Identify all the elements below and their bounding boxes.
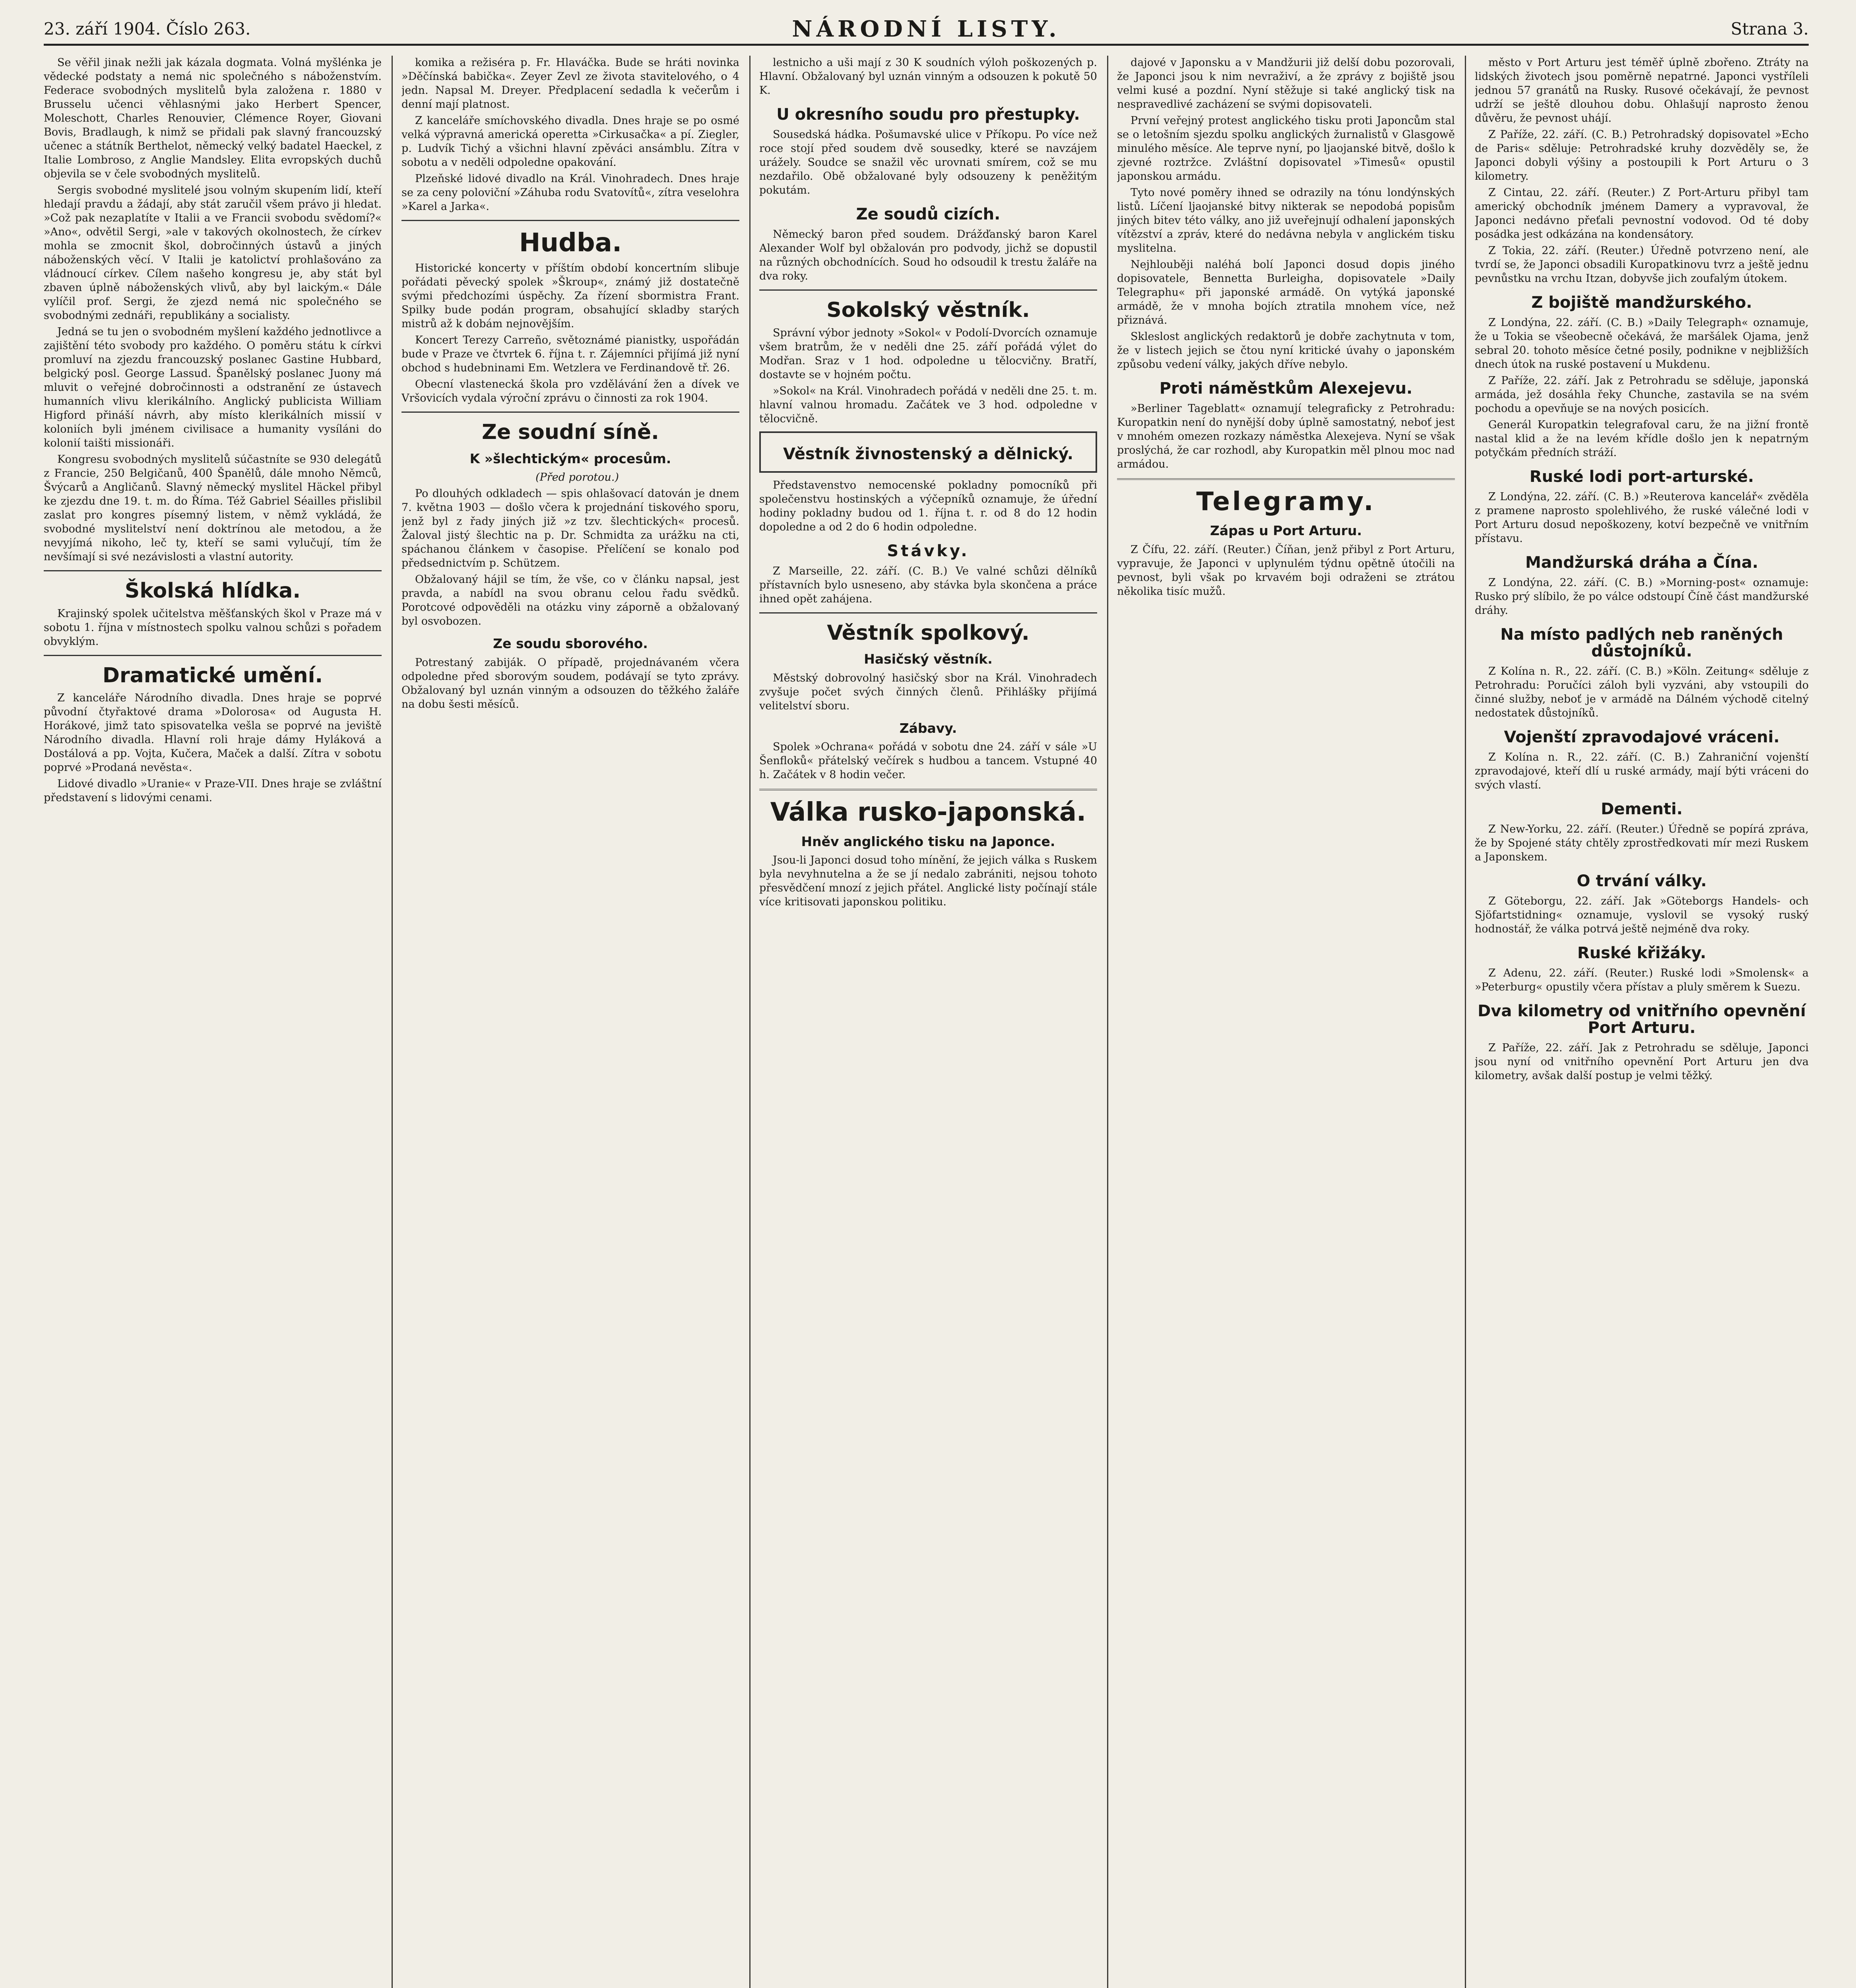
article-paragraph: Představenstvo nemocenské pokladny pomocníků při společenstvu hostinských a výčepníků oznamuje, že úřední hodiny pokladny budou od 1. října t. r. od 8 do 12 hodin dopoledne a od 2 do 6 hodin odpoledne. <box>759 479 1097 533</box>
article-paragraph: Tyto nové poměry ihned se odrazily na tónu londýnských listů. Líčení ljaojanské bitvy nikterak se nepodobá popisům jiných bitev této války, ano již uveřejnují odhalení japonských vítězství a zpráv, které do nedávna nebyla v anglickém tisku myslitelna. <box>1117 186 1455 254</box>
article-paragraph: Jsou-li Japonci dosud toho mínění, že jejich válka s Ruskem byla nevyhnutelna a že se jí nedalo zabrániti, nejsou tohoto přesvědčení mnozí z jejich přátel. Anglické listy počínají stále více kritisovati japonskou politiku. <box>759 854 1097 909</box>
article-paragraph: Generál Kuropatkin telegrafoval caru, že na jižní frontě nastal klid a že na levém křídle došlo jen k nepatrným potyčkám předních stráží. <box>1475 419 1809 459</box>
article-paragraph: První veřejný protest anglického tisku proti Japoncům stal se o letošním sjezdu spolku anglických žurnalistů v Glasgowě minulého měsíce. Ale teprve nyní, po ljaojanské bitvě, došlo k zjevné roztržce. Zvláštní dopisovatel »Timesů« opustil japonskou armádu. <box>1117 115 1455 182</box>
article-paragraph: Z Kolína n. R., 22. září. (C. B.) Zahraniční vojenští zpravodajové, kteří dlí u ruské armády, mají býti vráceni do svých vlastí. <box>1475 751 1809 791</box>
section-heading-court: Ze soudní síně. <box>482 420 659 445</box>
section-heading-odpor: Vojenští zpravodajové vráceni. <box>1504 728 1780 746</box>
subheading-hasici: Hasičský věstník. <box>864 651 993 667</box>
article-paragraph: Německý baron před soudem. Drážďanský baron Karel Alexander Wolf byl obžalován pro podvody, jichž se dopustil na různých obchodnících. Soud ho odsoudil k trestu žaláře na dva roky. <box>759 228 1097 282</box>
article-paragraph: Kongresu svobodných myslitelů súčastníte se 930 delegátů z Francie, 250 Belgičanů, 400 Španělů, dále mnoho Němců, Švýcarů a Angličanů. Slavný německý myslitel Häckel přibyl ke zjezdu dne 19. t. m. do Říma. Též Gabriel Séailles přislibil zaslat pro kongres písemný listem, v němž vykládá, že svobodné myslitelství není doktrínou ale metodou, a že nevyjímá nikoho, leč ty, kteří se sami vylučují, tím že nevšímají si své nezávislosti a vlastní autority. <box>44 453 382 563</box>
article-paragraph: »Sokol« na Král. Vinohradech pořádá v neděli dne 25. t. m. hlavní valnou hromadu. Začátek ve 3 hod. odpoledne v tělocvičně. <box>759 384 1097 425</box>
article-paragraph: Z Adenu, 22. září. (Reuter.) Ruské lodi »Smolensk« a »Peterburg« opustily včera přístav a pluly směrem k Suezu. <box>1475 967 1809 993</box>
article-paragraph: Z Paříže, 22. září. (C. B.) Petrohradský dopisovatel »Echo de Paris« sděluje: Petrohradské kruhy dozvěděly se, že Japonci dobyli výšiny a postoupili k Port Arturu o 3 kilometry. <box>1475 128 1809 182</box>
article-paragraph: Plzeňské lidové divadlo na Král. Vinohradech. Dnes hraje se za ceny poloviční »Záhuba rodu Svatovítů«, zítra veselohra »Karel a Jarka«. <box>401 173 739 213</box>
column-3 <box>759 56 1097 1988</box>
article-paragraph: Koncert Terezy Carreño, světoznámé pianistky, uspořádán bude v Praze ve čtvrtek 6. října t. r. Zájemníci přijímá již nyní obchod s hudebninami Em. Wetzlera ve Ferdinandově tř. 26. <box>401 334 739 375</box>
article-paragraph: Z kanceláře smíchovského divadla. Dnes hraje se po osmé velká výpravná americká operetta »Cirkusačka« a pí. Ziegler, p. Ludvík Tichý a všichni hlavní zpěváci ansámblu. Zítra v sobotu a v neděli odpoledne opakování. <box>401 115 739 169</box>
section-heading-cizi: Ze soudů cizích. <box>856 205 1001 223</box>
section-heading-krizaky: Ruské křižáky. <box>1577 944 1707 962</box>
subheading-zabavy: Zábavy. <box>899 720 957 736</box>
article-paragraph: Skleslost anglických redaktorů je dobře zachytnuta v tom, že v listech jejich se čtou nyní kritické úvahy o japonském způsobu vedení války, jakých dříve nebylo. <box>1117 330 1455 371</box>
section-heading-sokol: Sokolský věstník. <box>826 298 1030 322</box>
divider <box>759 612 1097 613</box>
divider <box>44 570 382 571</box>
column-rule <box>1107 56 1108 1988</box>
section-heading-spolk: Věstník spolkový. <box>827 621 1030 645</box>
divider <box>1117 478 1455 480</box>
article-paragraph: Z Londýna, 22. září. (C. B.) »Reuterova kancelář« zvěděla z pramene naprosto spolehlivého, že ruské válečné lodi v Port Arturu dosud nepoškozeny, kotví bezpečně ve vnitřním přístavu. <box>1475 491 1809 545</box>
section-heading-drama: Dramatické umění. <box>102 663 323 687</box>
article-paragraph: Z Paříže, 22. září. Jak z Petrohradu se sděluje, japonská armáda, jež dosáhla řeky Chunche, zastavila se na svém pochodu a opevňuje se na nových posicích. <box>1475 375 1809 415</box>
section-heading-trvani: O trvání války. <box>1577 872 1707 890</box>
masthead <box>44 16 1809 46</box>
section-heading-war: Válka rusko-japonská. <box>770 798 1086 827</box>
subheading-note: (Před porotou.) <box>535 471 619 484</box>
subheading-port-arthur: Zápas u Port Arturu. <box>1210 523 1362 539</box>
article-paragraph: Z Cintau, 22. září. (Reuter.) Z Port-Arturu přibyl tam americký obchodník jménem Damery a vypravoval, že Japonci nedávno přeťali pevnostní vodovod. Od té doby posádka jest odkázána na kondensátory. <box>1475 186 1809 241</box>
section-heading-alexejev: Proti náměstkům Alexejevu. <box>1159 379 1413 398</box>
section-heading-stavky: Stávky. <box>887 542 970 560</box>
section-heading-raneni: Na místo padlých neb raněných důstojníků. <box>1500 625 1783 660</box>
section-heading-dementi: Dementi. <box>1601 800 1683 818</box>
article-paragraph: Městský dobrovolný hasičský sbor na Král. Vinohradech zvyšuje počet svých činných členů. Přihlášky přijímá velitelství sboru. <box>759 672 1097 712</box>
article-paragraph: Z Londýna, 22. září. (C. B.) »Daily Telegraph« oznamuje, že u Tokia se všeobecně očekává, že maršálek Ojama, jenž sebral 20. tohoto měsíce četné posily, podnikne v nejbližších dnech útok na ruské postavení u Mukdenu. <box>1475 316 1809 371</box>
article-paragraph: Sergis svobodné myslitelé jsou volným skupením lidí, kteří hledají pravdu a žádají, aby stát zaručil všem právo ji hledat. »Což pak nezaplatíte v Italii a ve Francii svobodu svědomí?« »Ano«, odvětil Sergi, »ale v takových okolnostech, že církev mohla se zmocnit škol, dobročinných ústavů a jiných náboženských věcí. V Italii je katolictví prohlašováno za vládnoucí církev. Cílem našeho kongresu je, aby stát byl zbaven úplně náboženských vlivů, aby byl laickým.« Dále vylíčil prof. Sergi, že zjezd nemá nic společného se svobodnými zednáři, republikány a socialisty. <box>44 184 382 322</box>
divider <box>759 789 1097 790</box>
article-paragraph: Z New-Yorku, 22. září. (Reuter.) Úředně se popírá zpráva, že by Spojené státy chtěly zprostředkovati mír mezi Ruskem a Japonskem. <box>1475 823 1809 863</box>
article-paragraph: Z Marseille, 22. září. (C. B.) Ve valné schůzi dělníků přístavních bylo usneseno, aby stávka byla skončena a práce ihned opět zahájena. <box>759 565 1097 605</box>
subheading-court: K »šlechtickým« procesům. <box>469 450 671 466</box>
article-paragraph: Spolek »Ochrana« pořádá v sobotu dne 24. září v sále »U Šenfloků« přátelský večírek s hudbou a tancem. Vstupné 40 h. Začátek v 8 hodin večer. <box>759 741 1097 781</box>
article-paragraph: Z Čífu, 22. září. (Reuter.) Číňan, jenž přibyl z Port Arturu, vypravuje, že Japonci v uplynulém týdnu opětně útočili na pevnost, byli však po krvavém boji odraženi se ztrátou několika tisíc mužů. <box>1117 543 1455 598</box>
section-heading-dva-km: Dva kilometry od vnitřního opevnění Port Arturu. <box>1478 1002 1806 1037</box>
section-heading-bojiste: Z bojiště mandžurského. <box>1531 293 1752 312</box>
section-heading-zivnost: Věstník živnostenský a dělnický. <box>783 445 1073 463</box>
article-paragraph: Historické koncerty v příštím období koncertním slibuje pořádati pěvecký spolek »Škroup«, známý již dostatečně svými předchozími úspěchy. Za řízení sbormistra Frant. Spilky bude podán program, obsahující skladby starých mistrů až k dobám nejnovějším. <box>401 262 739 330</box>
article-paragraph: »Berliner Tageblatt« oznamují telegraficky z Petrohradu: Kuropatkin není do nynější doby úplně samostatný, neboť jest v mnohém omezen rozkazy náměstka Alexejeva. Nyní se však proslýchá, že car rozhodl, aby Kuropatkin měl plnou moc nad armádou. <box>1117 402 1455 470</box>
column-rule <box>392 56 393 1988</box>
article-paragraph: Lidové divadlo »Uranie« v Praze-VII. Dnes hraje se zvláštní představení s lidovými cenami. <box>44 778 382 804</box>
article-paragraph: Potrestaný zabiják. O případě, projednávaném včera odpoledne před sborovým soudem, podávají se tyto zprávy. Obžalovaný byl uznán vinným a odsouzen do těžkého žaláře na dobu šesti měsíců. <box>401 656 739 711</box>
column-1 <box>44 56 382 1988</box>
subheading-war: Hněv anglického tisku na Japonce. <box>801 833 1055 849</box>
article-paragraph: komika a režiséra p. Fr. Hlaváčka. Bude se hráti novinka »Děčínská babička«. Zeyer Zevl ze života stavitelového, o 4 jedn. Napsal M. Dreyer. Předplacení sedadla k večerům i denní mají platnost. <box>401 56 739 111</box>
article-paragraph: Z Paříže, 22. září. Jak z Petrohradu se sděluje, Japonci jsou nyní od vnitřního opevnění Port Arturu jen dva kilometry, avšak další postup je velmi těžký. <box>1475 1042 1809 1082</box>
section-heading-telegrams: Telegramy. <box>1196 487 1376 516</box>
boxed-section <box>759 431 1097 473</box>
divider <box>401 412 739 413</box>
section-heading-lodi: Ruské lodi port-arturské. <box>1529 468 1754 486</box>
divider <box>759 289 1097 291</box>
column-rule <box>1465 56 1466 1988</box>
article-paragraph: Krajinský spolek učitelstva měšťanských škol v Praze má v sobotu 1. října v místnostech spolku valnou schůzi s pořadem obvyklým. <box>44 607 382 648</box>
divider <box>44 655 382 656</box>
subheading-court-sbor: Ze soudu sborového. <box>493 636 648 652</box>
article-paragraph: město v Port Arturu jest téměř úplně zbořeno. Ztráty na lidských životech jsou poměrně nepatrné. Japonci vystříleli jednou 57 granátů na Rusky. Rusové očekávají, že pevnost udrží se ještě dlouhou dobu. Ohlašují naprosto ženou důvěru, že pevnost uhájí. <box>1475 56 1809 124</box>
article-paragraph: Po dlouhých odkladech — spis ohlašovací datován je dnem 7. května 1903 — došlo včera k projednání tiskového sporu, jenž byl z řady jiných již »z tzv. šlechtických« procesů. Žaloval jistý šlechtic na p. Dr. Schmidta za urážku na cti, spáchanou článkem v časopise. Přelíčení se konalo pod předsednictvím p. Schützem. <box>401 487 739 570</box>
article-paragraph: Se věřil jinak nežli jak kázala dogmata. Volná myšlénka je vědecké podstaty a nemá nic společného s náboženstvím. Federace svobodných myslitelů byla založena r. 1880 v Brusselu učenci věhlasnými jako Herbert Spencer, Moleschott, Charles Renouvier, Clémence Royer, Giovani Bovis, Bradlaugh, k nimž se přidali pak slavný francouzský učenec a státník Berthelot, německý velký badatel Haeckel, z Italie Lombroso, z Anglie Mandsley. Elita evropských duchů objevila se v čele svobodných myslitelů. <box>44 56 382 180</box>
divider <box>401 220 739 221</box>
article-paragraph: Nejhlouběji naléhá bolí Japonci dosud dopis jiného dopisovatele, Bennetta Burleigha, dopisovatele »Daily Telegraphu« při japonské armádě. On vytýká japonské armádě, že v mnoha bojích ztratila mnohem více, než přiznává. <box>1117 258 1455 326</box>
article-paragraph: Z Kolína n. R., 22. září. (C. B.) »Köln. Zeitung« sděluje z Petrohradu: Poručíci záloh byli vyzváni, aby vstoupili do činné služby, neboť je v armádě na Dálném východě citelný nedostatek důstojníků. <box>1475 665 1809 719</box>
column-2 <box>401 56 739 1988</box>
article-paragraph: dajové v Japonsku a v Mandžurii již delší dobu pozorovali, že Japonci jsou k nim nevraživí, a že zprávy z bojiště jsou velmi kusé a pozdní. Nyní stěžuje si také anglický tisk na nespravedlivé zacházení se svými dopisovateli. <box>1117 56 1455 111</box>
column-4 <box>1117 56 1455 1988</box>
column-5 <box>1475 56 1809 1988</box>
section-heading-school: Školská hlídka. <box>124 579 301 603</box>
section-heading-drahy: Mandžurská dráha a Čína. <box>1525 553 1759 572</box>
column-rule <box>749 56 751 1988</box>
article-paragraph: Z kanceláře Národního divadla. Dnes hraje se poprvé původní čtyřaktové drama »Dolorosa« od Augusta H. Horákové, jimž tato spisovatelka vešla se poprvé na jeviště Národního divadla. Hlavní roli hraje dámy Hyláková a Dostálová a pp. Vojta, Kučera, Maček a další. Zítra v sobotu poprvé »Prodaná nevěsta«. <box>44 692 382 774</box>
article-paragraph: Obecní vlastenecká škola pro vzdělávání žen a dívek ve Vršovicích vydala výroční zprávu o činnosti za rok 1904. <box>401 378 739 405</box>
article-paragraph: Z Londýna, 22. září. (C. B.) »Morning-post« oznamuje: Rusko prý slíbilo, že po válce odstoupí Číně část mandžurské dráhy. <box>1475 577 1809 617</box>
article-paragraph: Správní výbor jednoty »Sokol« v Podolí-Dvorcích oznamuje všem bratrům, že v neděli dne 25. září pořádá výlet do Modřan. Sraz v 1 hod. odpoledne u tělocvičny. Bratří, dostavte se v hojném počtu. <box>759 326 1097 381</box>
article-paragraph: lestnicho a uši mají z 30 K soudních výloh poškozených p. Hlavní. Obžalovaný byl uznán vinným a odsouzen k pokutě 50 K. <box>759 56 1097 97</box>
section-heading-okres: U okresního soudu pro přestupky. <box>776 105 1080 124</box>
section-heading-music: Hudba. <box>519 228 622 258</box>
article-paragraph: Z Göteborgu, 22. září. Jak »Göteborgs Handels- och Sjöfartstidning« oznamuje, vyslovil se vysoký ruský hodnostář, že válka potrvá ještě nejméně dva roky. <box>1475 895 1809 935</box>
page-number: Strana 3. <box>1730 19 1809 39</box>
issue-date: 23. září 1904. Číslo 263. <box>44 19 251 39</box>
newspaper-title: NÁRODNÍ LISTY. <box>792 16 1061 42</box>
article-paragraph: Obžalovaný hájil se tím, že vše, co v článku napsal, jest pravda, a nabídl na svou obranu celou řadu svědků. Porotcové odpověděli na otázku viny záporně a obžalovaný byl osvobozen. <box>401 573 739 628</box>
article-paragraph: Sousedská hádka. Pošumavské ulice v Příkopu. Po více než roce stojí před soudem dvě sousedky, které se navzájem urážely. Soudce se snažil věc urovnati smírem, což se mu nezdařilo. Obě obžalované byly odsouzeny k peněžitým pokutám. <box>759 128 1097 196</box>
article-paragraph: Z Tokia, 22. září. (Reuter.) Úředně potvrzeno není, ale tvrdí se, že Japonci obsadili Kuropatkinovu tvrz a ještě jednu pevnůstku na vrchu Itzan, dobyvše jich zoufalým útokem. <box>1475 245 1809 285</box>
article-paragraph: Jedná se tu jen o svobodném myšlení každého jednotlivce a zajištění této svobody pro každého. O poměru státu k církvi promluví na zjezdu francouzský poslanec Gastine Hubbard, belgický posl. George Lassud. Španělský poslanec Juony má mluvit o veřejné dobročinnosti a odstranění ze ústavech humanních vlivu klerikálního. Anglický publicista William Higford přináší návrh, aby místo klerikálních missií v koloniích byli jménem civilisace a humanity vysíláni do kolonií taišti missionáři. <box>44 326 382 449</box>
